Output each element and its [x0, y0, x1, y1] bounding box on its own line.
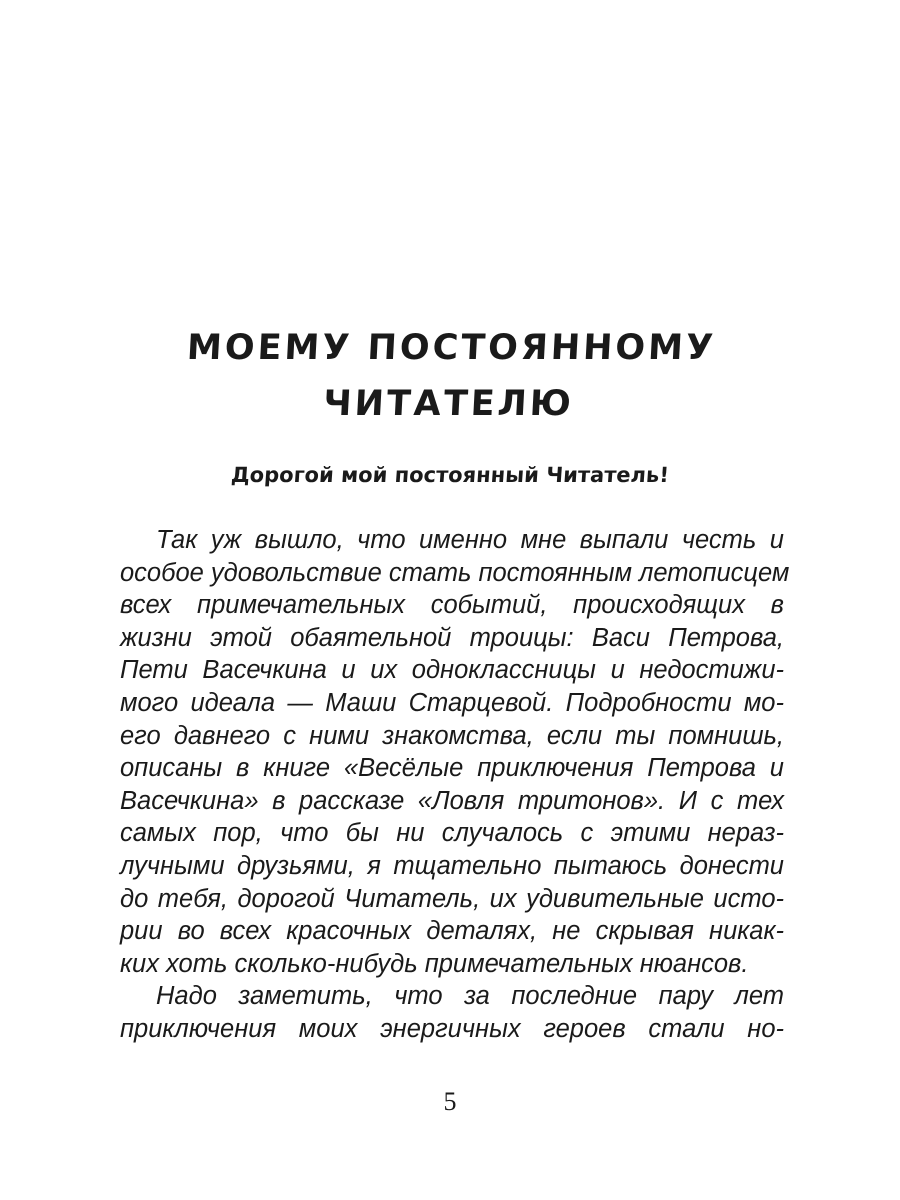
- text-line: лучными друзьями, я тщательно пытаюсь донести: [120, 851, 784, 880]
- chapter-title: [0, 320, 900, 432]
- text-line: ких хоть сколько-нибудь примечательных нюансов.: [120, 949, 749, 978]
- text-line: его давнего с ними знакомства, если ты помнишь,: [120, 721, 784, 750]
- body-text: [120, 524, 790, 1046]
- text-line: описаны в книге «Весёлые приключения Петрова и: [120, 754, 784, 783]
- text-line: рии во всех красочных деталях, не скрывая никак-: [120, 917, 784, 946]
- text-line: особое удовольствие стать постоянным летописцем: [120, 558, 790, 587]
- text-line: мого идеала — Маши Старцевой. Подробности мо-: [120, 688, 784, 717]
- text-line: Так уж вышло, что именно мне выпали честь и: [156, 526, 784, 554]
- text-line: жизни этой обаятельной троицы: Васи Петрова,: [120, 623, 784, 652]
- salutation: Дорогой мой постоянный Читатель!: [230, 463, 670, 487]
- paragraph-2: [120, 980, 784, 1045]
- text-line: Надо заметить, что за последние пару лет: [156, 982, 784, 1011]
- text-line: до тебя, дорогой Читатель, их удивительные исто-: [120, 884, 784, 913]
- chapter-title-line-2: ЧИТАТЕЛЮ: [322, 384, 575, 424]
- page-number: 5: [443, 1087, 457, 1116]
- paragraph-1: [120, 524, 790, 980]
- text-line: приключения моих энергичных героев стали но-: [120, 1014, 784, 1043]
- text-line: самых пор, что бы ни случалось с этими нераз-: [120, 819, 784, 848]
- text-line: всех примечательных событий, происходящих в: [120, 591, 784, 620]
- chapter-title-line-1: МОЕМУ ПОСТОЯННОМУ: [185, 328, 717, 368]
- text-line: Пети Васечкина и их одноклассницы и недостижи-: [120, 656, 784, 685]
- text-line: Васечкина» в рассказе «Ловля тритонов». И с тех: [120, 786, 784, 815]
